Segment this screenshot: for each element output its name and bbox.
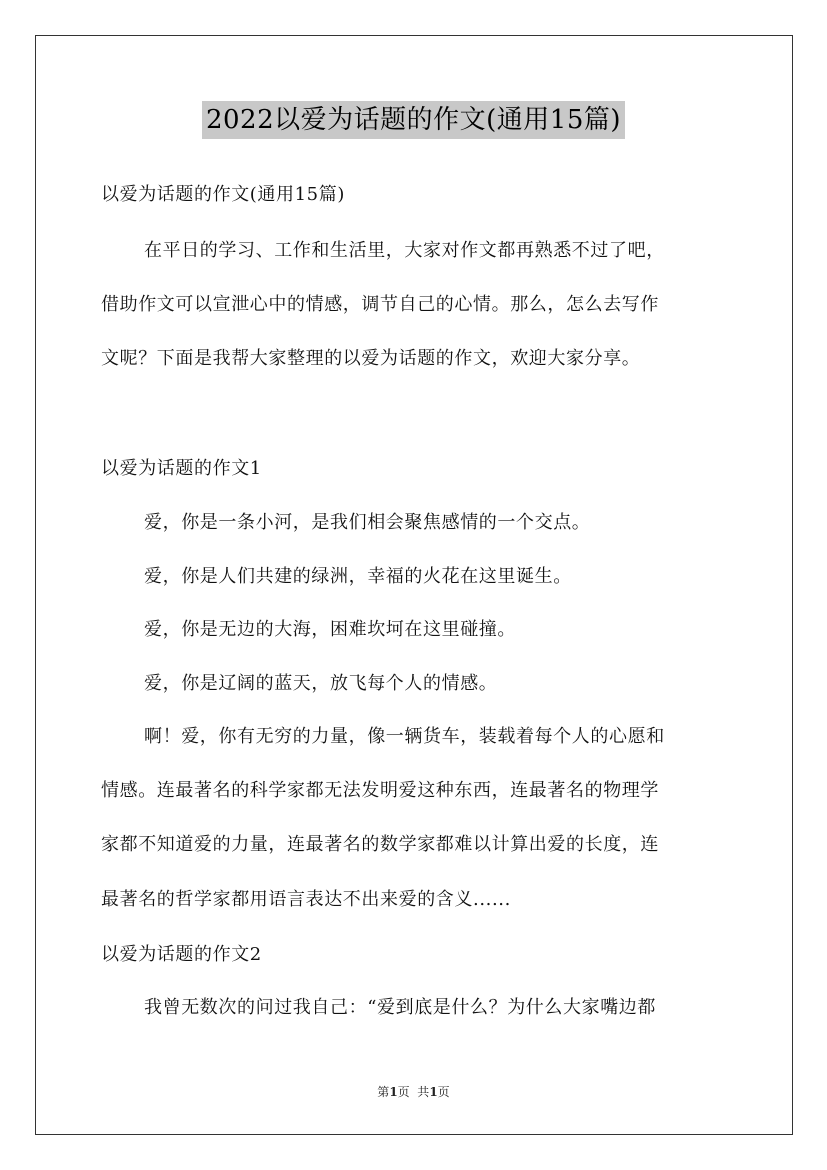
- intro-line-3: 文呢？下面是我帮大家整理的以爱为话题的作文，欢迎大家分享。: [101, 348, 641, 369]
- section-1-line-4: 爱，你是辽阔的蓝天，放飞每个人的情感。: [144, 673, 498, 694]
- document-title-wrapper: [0, 100, 827, 140]
- section-1-heading: 以爱为话题的作文1: [101, 458, 262, 479]
- page-footer: [0, 1083, 827, 1100]
- footer-page-suffix: 页: [437, 1085, 450, 1099]
- intro-line-2: 借助作文可以宣泄心中的情感，调节自己的心情。那么，怎么去写作: [101, 294, 659, 315]
- section-1-line-5: 啊！爱，你有无穷的力量，像一辆货车，装载着每个人的心愿和: [144, 726, 665, 747]
- section-1-line-1: 爱，你是一条小河，是我们相会聚焦感情的一个交点。: [144, 512, 591, 533]
- footer-page-mid: 页 共: [397, 1085, 430, 1099]
- section-2-line-1: 我曾无数次的问过我自己：“爱到底是什么？为什么大家嘴边都: [144, 997, 656, 1018]
- intro-line-1: 在平日的学习、工作和生活里，大家对作文都再熟悉不过了吧，: [144, 240, 665, 261]
- section-1-line-3: 爱，你是无边的大海，困难坎坷在这里碰撞。: [144, 619, 516, 640]
- footer-page-total: 1: [429, 1085, 438, 1099]
- footer-page-prefix: 第: [377, 1085, 390, 1099]
- section-2-heading: 以爱为话题的作文2: [101, 944, 262, 965]
- section-1-line-7: 家都不知道爱的力量，连最著名的数学家都难以计算出爱的长度，连: [101, 834, 659, 855]
- section-1-line-2: 爱，你是人们共建的绿洲，幸福的火花在这里诞生。: [144, 566, 572, 587]
- section-1-line-8: 最著名的哲学家都用语言表达不出来爱的含义......: [101, 889, 511, 910]
- footer-page-current: 1: [389, 1085, 398, 1099]
- document-title: 2022以爱为话题的作文(通用15篇): [202, 101, 625, 139]
- section-1-line-6: 情感。连最著名的科学家都无法发明爱这种东西，连最著名的物理学: [101, 780, 659, 801]
- document-subtitle: 以爱为话题的作文(通用15篇): [101, 184, 345, 205]
